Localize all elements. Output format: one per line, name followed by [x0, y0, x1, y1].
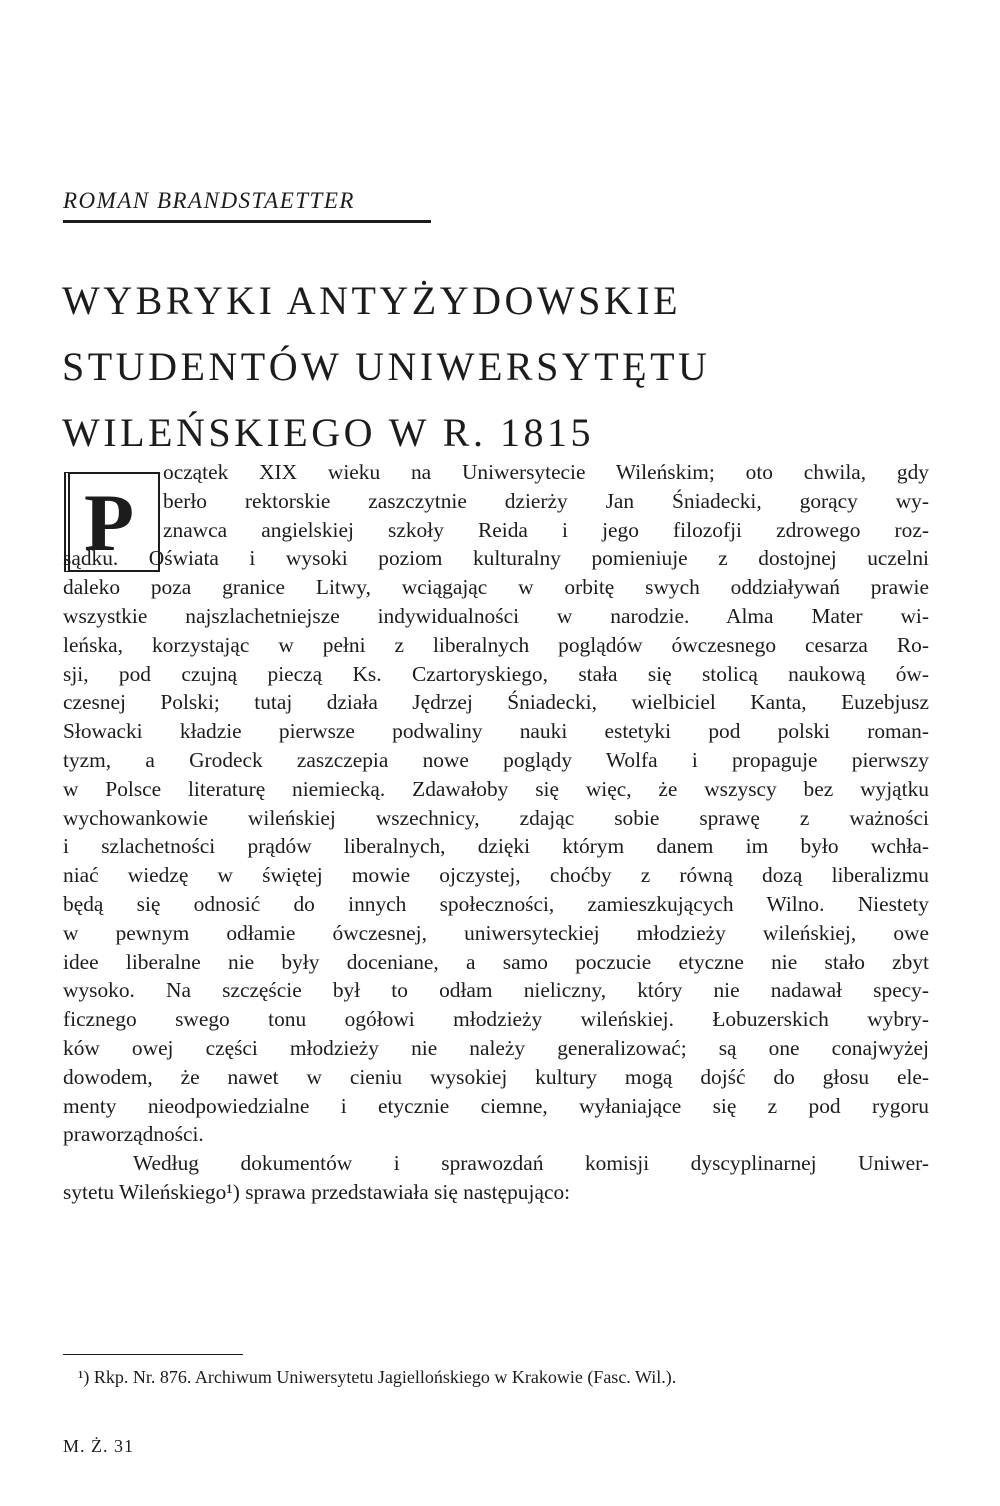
text-line: idee liberalne nie były doceniane, a samo poczucie etyczne nie stało zbyt	[63, 949, 929, 974]
text-line: wszystkie najszlachetniejsze indywidualności w narodzie. Alma Mater wi-	[63, 603, 929, 628]
footnote-divider	[63, 1354, 243, 1355]
title-line: STUDENTÓW UNIWERSYTĘTU	[62, 344, 711, 389]
text-line: menty nieodpowiedzialne i etycznie ciemne, wyłaniające się z pod rygoru	[63, 1093, 929, 1118]
text-line: berło rektorskie zaszczytnie dzierży Jan Śniadecki, gorący wy-	[163, 488, 929, 513]
text-line: Według dokumentów i sprawozdań komisji dyscyplinarnej Uniwer-	[133, 1151, 929, 1176]
text-line: Słowacki kładzie pierwsze podwaliny nauki estetyki pod polski roman-	[63, 719, 929, 744]
drop-cap-letter: P	[84, 477, 135, 568]
text-line: wychowankowie wileńskiej wszechnicy, zdając sobie sprawę z ważności	[63, 805, 929, 830]
author-name: ROMAN BRANDSTAETTER	[63, 188, 431, 223]
printer-signature: M. Ż. 31	[63, 1436, 134, 1456]
text-line: tyzm, a Grodeck zaszczepia nowe poglądy Wolfa i propaguje pierwszy	[63, 747, 929, 772]
text-line: czesnej Polski; tutaj działa Jędrzej Śniadecki, wielbiciel Kanta, Euzebjusz	[63, 690, 929, 715]
footnote-marker: ¹)	[78, 1367, 90, 1387]
text-line: wysoko. Na szczęście był to odłam nieliczny, który nie nadawał specy-	[63, 978, 929, 1003]
article-body	[63, 458, 929, 1207]
text-line: ficznego swego tonu ogółowi młodzieży wileńskiej. Łobuzerskich wybry-	[63, 1007, 929, 1032]
text-line: sytetu Wileńskiego¹) sprawa przedstawiała się następująco:	[63, 1179, 571, 1204]
title-line: WILEŃSKIEGO W R. 1815	[62, 410, 594, 455]
text-line: dowodem, że nawet w cieniu wysokiej kultury mogą dojść do głosu ele-	[63, 1064, 929, 1089]
text-line: będą się odnosić do innych społeczności, zamieszkujących Wilno. Niestety	[63, 891, 929, 916]
title-line: WYBRYKI ANTYŻYDOWSKIE	[62, 278, 682, 323]
text-line: i szlachetności prądów liberalnych, dzięki którym danem im było wchła-	[63, 834, 929, 859]
text-line: leńska, korzystając w pełni z liberalnych poglądów ówczesnego cesarza Ro-	[63, 632, 929, 657]
text-line: w pewnym odłamie ówczesnej, uniwersyteckiej młodzieży wileńskiej, owe	[63, 920, 929, 945]
text-line: sji, pod czujną pieczą Ks. Czartoryskiego, stała się stolicą naukową ów-	[63, 661, 929, 686]
text-line: praworządności.	[63, 1122, 204, 1147]
text-line: sądku. Oświata i wysoki poziom kulturalny pomieniuje z dostojnej uczelni	[63, 546, 929, 571]
text-line: niać wiedzę w świętej mowie ojczystej, choćby z równą dozą liberalizmu	[63, 863, 929, 888]
text-line: oczątek XIX wieku na Uniwersytecie Wileńskim; oto chwila, gdy	[163, 460, 929, 484]
text-line: w Polsce literaturę niemiecką. Zdawałoby się więc, że wszyscy bez wyjątku	[63, 776, 929, 801]
article-title	[62, 268, 942, 466]
footnote-text: Rkp. Nr. 876. Archiwum Uniwersytetu Jagiellońskiego w Krakowie (Fasc. Wil.).	[93, 1367, 677, 1387]
footnote	[78, 1364, 938, 1390]
text-line: ków owej części młodzieży nie należy generalizować; są one conajwyżej	[63, 1035, 929, 1060]
text-line: daleko poza granice Litwy, wciągając w orbitę swych oddziaływań prawie	[63, 575, 929, 600]
text-line: znawca angielskiej szkoły Reida i jego filozofji zdrowego roz-	[163, 517, 929, 542]
